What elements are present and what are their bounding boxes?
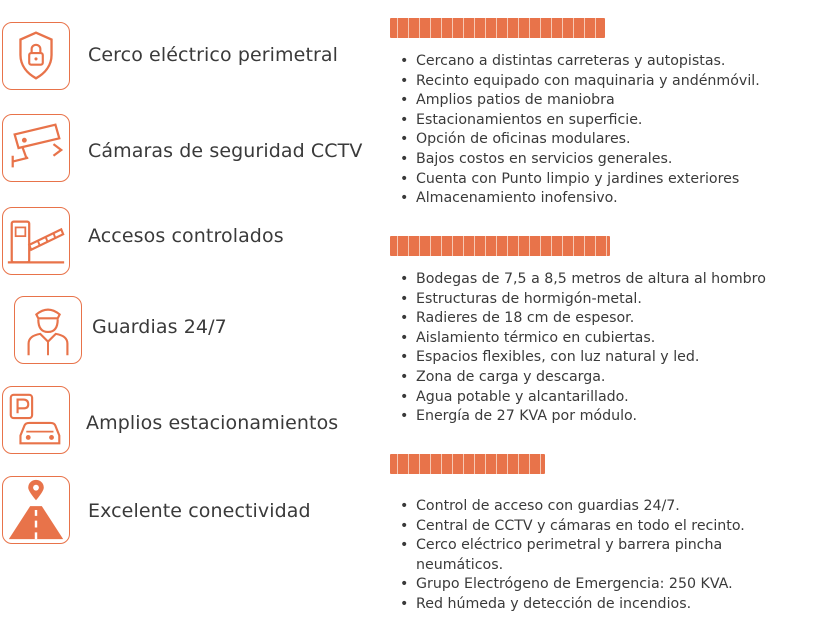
list-item: • Control de acceso con guardias 24/7. [400, 497, 745, 517]
cctv-camera-icon [2, 114, 70, 182]
feature-label: Guardias 24/7 [92, 316, 227, 338]
list-item: • Grupo Electrógeno de Emergencia: 250 KVA. [400, 575, 745, 595]
list-item: • Bodegas de 7,5 a 8,5 metros de altura al hombro [400, 270, 766, 290]
heading-text-block [390, 236, 610, 256]
list-item [400, 536, 745, 575]
feature-guards [0, 296, 380, 380]
feature-label: Excelente conectividad [88, 500, 311, 522]
feature-label: Cerco eléctrico perimetral [88, 44, 339, 66]
list-item: • Amplios patios de maniobra [400, 91, 760, 111]
list-item: • Red húmeda y detección de incendios. [400, 595, 745, 615]
list-item: • Energía de 27 KVA por módulo. [400, 407, 766, 427]
section-3-list [400, 497, 745, 615]
feature-label: Amplios estacionamientos [86, 412, 339, 434]
list-item-text: Cerco eléctrico perimetral y barrera pincha [416, 537, 723, 554]
list-item: • Zona de carga y descarga. [400, 368, 766, 388]
list-item: • Estacionamientos en superficie. [400, 111, 760, 131]
list-item: • Bajos costos en servicios generales. [400, 150, 760, 170]
list-item: • Recinto equipado con maquinaria y andénmóvil. [400, 72, 760, 92]
list-item: • Cercano a distintas carreteras y autopistas. [400, 52, 760, 72]
section-heading-3 [390, 454, 545, 474]
shield-lock-icon [2, 22, 70, 90]
section-2-list [400, 270, 766, 427]
heading-text-block [390, 18, 605, 38]
feature-access-control [0, 207, 380, 291]
section-1-list [400, 52, 760, 209]
feature-electric-fence [0, 22, 380, 106]
road-location-icon [2, 476, 70, 544]
feature-cctv [0, 114, 380, 198]
barrier-gate-icon [2, 207, 70, 275]
heading-text-block [390, 454, 545, 474]
list-item-continuation: neumáticos. [416, 556, 504, 573]
list-item: • Opción de oficinas modulares. [400, 130, 760, 150]
parking-car-icon [2, 386, 70, 454]
feature-label: Accesos controlados [88, 225, 284, 247]
list-item: • Estructuras de hormigón-metal. [400, 290, 766, 310]
list-item: • Radieres de 18 cm de espesor. [400, 309, 766, 329]
feature-parking [0, 386, 380, 470]
feature-connectivity [0, 476, 380, 560]
list-item: • Agua potable y alcantarillado. [400, 388, 766, 408]
list-item: • Central de CCTV y cámaras en todo el recinto. [400, 517, 745, 537]
section-heading-1 [390, 18, 605, 38]
list-item: • Cuenta con Punto limpio y jardines exteriores [400, 170, 760, 190]
section-heading-2 [390, 236, 610, 256]
feature-label: Cámaras de seguridad CCTV [88, 140, 363, 162]
list-item: • Aislamiento térmico en cubiertas. [400, 329, 766, 349]
list-item: • Almacenamiento inofensivo. [400, 189, 760, 209]
list-item: • Espacios flexibles, con luz natural y led. [400, 348, 766, 368]
security-guard-icon [14, 296, 82, 364]
